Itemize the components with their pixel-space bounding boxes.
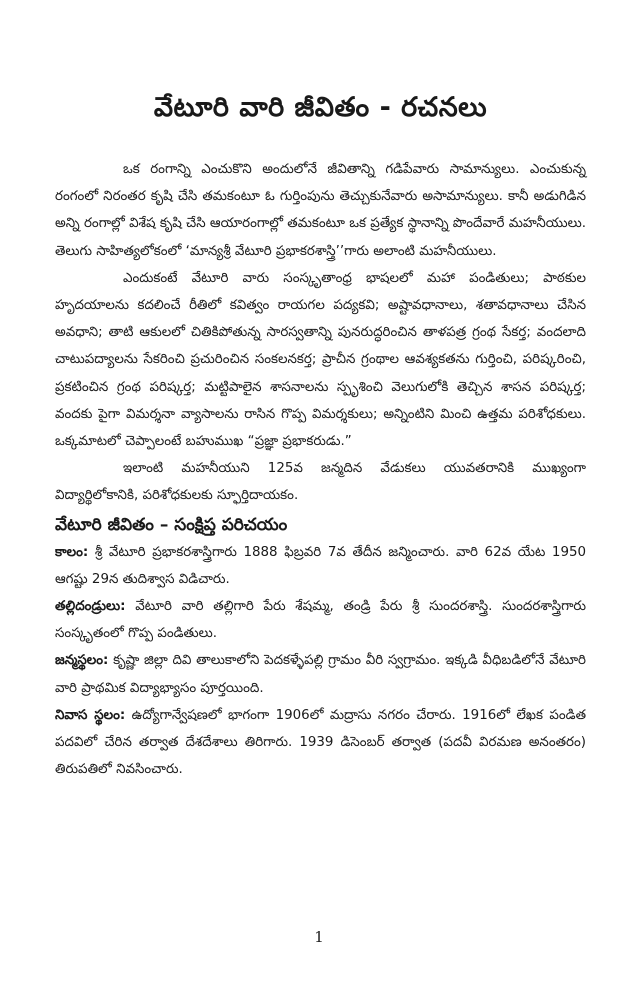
section-heading: వేటూరి జీవితం – సంక్షిప్త పరిచయం xyxy=(55,514,288,535)
entry-text-parents: వేటూరి వారి తల్లిగారి పేరు శేషమ్మ, తండ్రి పేరు శ్రీ సుందరశాస్త్రి. సుందరశాస్త్రిగారు సంస్కృతంలో గొప్ప పండితులు. xyxy=(55,599,586,642)
entry-text-residence: ఉద్యోగాన్వేషణలో భాగంగా 1906లో మద్రాసు నగరం చేరారు. 1916లో లేఖక పండిత పదవిలో చేరిన తర్వాత దేశదేశాలు తిరిగారు. 1939 డిసెంబర్ తర్వాత (పదవీ విరమణ అనంతరం) తిరుపతిలో నివసించారు. xyxy=(55,707,586,778)
entry-text-birthplace: కృష్ణా జిల్లా దివి తాలుకాలోని పెదకళ్ళేపల్లి గ్రామం వీరి స్వగ్రామం. ఇక్కడి వీధిబడిలోనే వేటూరి వారి ప్రాథమిక విద్యాభ్యాసం పూర్తయింది. xyxy=(55,653,586,696)
entry-parents xyxy=(55,593,586,647)
intro-paragraph-2: ఎందుకంటే వేటూరి వారు సంస్కృతాంధ్ర భాషలలో మహా పండితులు; పాఠకుల హృదయాలను కదలించే రీతిలో కవిత్వం రాయగల పద్యకవి; అష్టావధానాలు, శతావధానాలు చేసిన అవధాని; తాటి ఆకులలో చితికిపోతున్న సారస్వతాన్ని పునరుద్ధరించిన తాళపత్ర గ్రంథ సేకర్త; వందలాది చాటుపద్యాలను సేకరించి ప్రచురించిన సంకలనకర్త; ప్రాచీన గ్రంథాల ఆవశ్యకతను గుర్తించి, పరిష్కరించి, ప్రకటించిన గ్రంథ పరిష్కర్త; మట్టిపాలైన శాసనాలను స్పృశించి వెలుగులోకి తెచ్చిన శాసన పరిష్కర్త; వందకు పైగా విమర్శనా వ్యాసాలను రాసిన గొప్ప విమర్శకులు; అన్నింటిని మించి ఉత్తమ పరిశోధకులు. ఒక్కమాటలో చెప్పాలంటే బహుముఖ “ప్రజ్ఞా ప్రభాకరుడు.” xyxy=(55,270,586,450)
intro-paragraph-1: ఒక రంగాన్ని ఎంచుకొని అందులోనే జీవితాన్ని గడిపేవారు సామాన్యులు. ఎంచుకున్న రంగంలో నిరంతర కృషి చేసి తమకంటూ ఓ గుర్తింపును తెచ్చుకునేవారు అసామాన్యులు. కానీ అడుగిడిన అన్ని రంగాల్లో విశేష కృషి చేసి ఆయారంగాల్లో తమకంటూ ఒక ప్రత్యేక స్థానాన్ని పొందేవారే మహనీయులు. తెలుగు సాహిత్యలోకంలో ‘మాన్యశ్రీ వేటూరి ప్రభాకరశాస్త్రి’’గారు అలాంటి మహనీయులు. xyxy=(55,162,586,259)
entry-text-period: శ్రీ వేటూరి ప్రభాకరశాస్త్రిగారు 1888 ఫిబ్రవరి 7వ తేదీన జన్మించారు. వారి 62వ యేట 1950 ఆగష్టు 29న తుదిశ్వాస విడిచారు. xyxy=(55,544,586,587)
entry-period xyxy=(55,539,586,593)
entry-label-parents: తల్లిదండ్రులు: xyxy=(55,599,126,615)
entry-residence xyxy=(55,702,586,784)
page-number: 1 xyxy=(314,928,324,946)
entry-label-period: కాలం: xyxy=(55,544,89,560)
intro-paragraph-3: ఇలాంటి మహనీయుని 125వ జన్మదిన వేడుకలు యువతరానికి ముఖ్యంగా విద్యార్థిలోకానికి, పరిశోధకులకు స్ఫూర్తిదాయకం. xyxy=(55,461,586,504)
entry-birthplace xyxy=(55,647,586,701)
entry-label-birthplace: జన్మస్థలం: xyxy=(55,653,109,669)
page-title: వేటూరి వారి జీవితం - రచనలు xyxy=(153,92,488,123)
entry-label-residence: నివాస స్థలం: xyxy=(55,707,126,723)
